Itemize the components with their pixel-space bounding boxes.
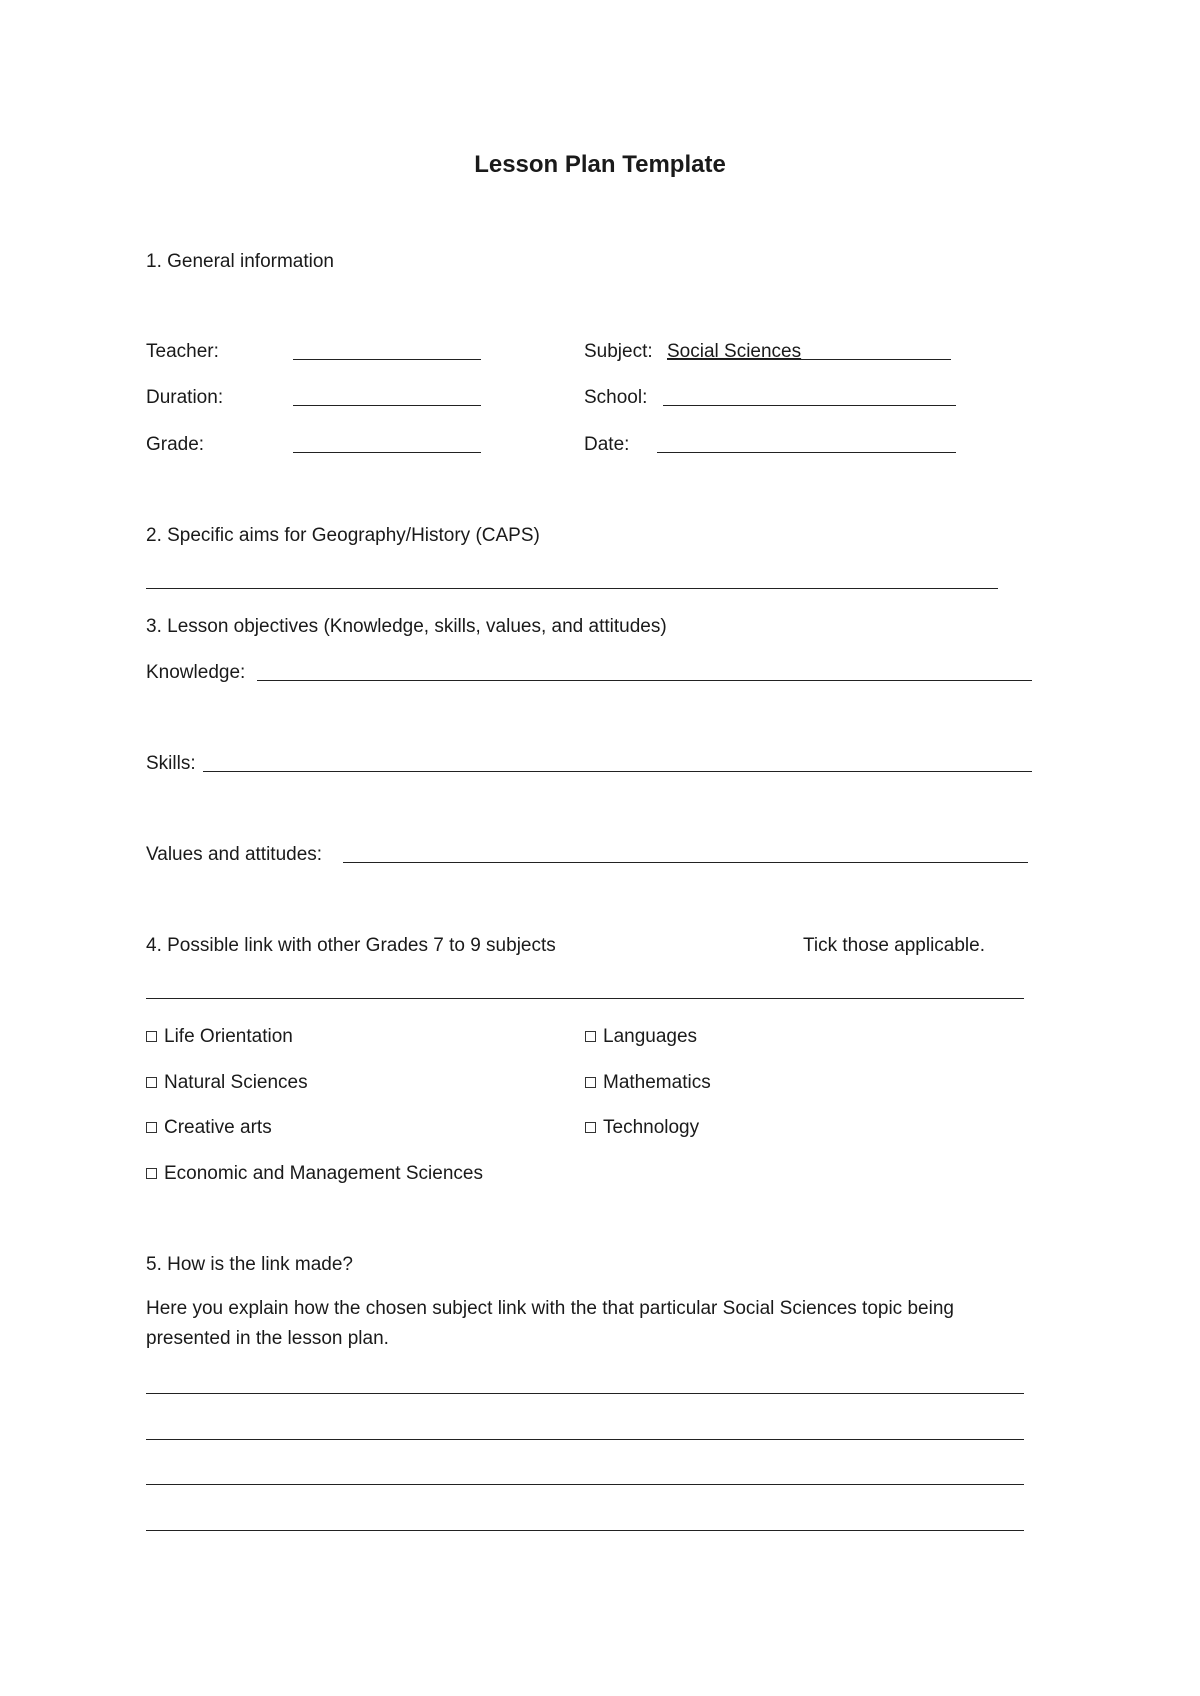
- values-field[interactable]: [343, 862, 1028, 863]
- school-label: School:: [584, 387, 648, 408]
- option-mathematics[interactable]: [585, 1073, 711, 1092]
- duration-label: Duration:: [146, 387, 224, 408]
- knowledge-label: Knowledge:: [146, 662, 246, 683]
- values-label: Values and attitudes:: [146, 844, 323, 865]
- duration-field[interactable]: [293, 405, 481, 406]
- date-label: Date:: [584, 434, 630, 455]
- checkbox-icon[interactable]: [146, 1077, 157, 1088]
- checkbox-icon[interactable]: [146, 1168, 157, 1179]
- option-label: Economic and Management Sciences: [164, 1163, 483, 1184]
- answer-line[interactable]: [146, 1484, 1024, 1485]
- answer-line[interactable]: [146, 1393, 1024, 1394]
- specific-aims-field[interactable]: [146, 588, 998, 589]
- section-2-heading: 2. Specific aims for Geography/History (CAPS): [146, 525, 540, 546]
- knowledge-field[interactable]: [257, 680, 1032, 681]
- checkbox-icon[interactable]: [585, 1077, 596, 1088]
- teacher-label: Teacher:: [146, 341, 219, 362]
- skills-field[interactable]: [203, 771, 1032, 772]
- document-title: Lesson Plan Template: [474, 151, 726, 178]
- subject-label: Subject:: [584, 341, 653, 362]
- checkbox-icon[interactable]: [146, 1122, 157, 1133]
- section-5-instruction: Here you explain how the chosen subject link with the that particular Social Sciences topic being presented in the lesson plan.: [146, 1298, 954, 1349]
- tick-note: Tick those applicable.: [803, 935, 986, 956]
- option-label: Technology: [603, 1117, 700, 1138]
- option-economic-management-sciences[interactable]: [146, 1164, 483, 1183]
- grade-field[interactable]: [293, 452, 481, 453]
- date-field[interactable]: [657, 452, 956, 453]
- teacher-field[interactable]: [293, 359, 481, 360]
- subject-field[interactable]: [667, 359, 951, 360]
- section-1-heading: 1. General information: [146, 251, 334, 272]
- checkbox-icon[interactable]: [146, 1031, 157, 1042]
- option-label: Languages: [603, 1026, 698, 1047]
- option-languages[interactable]: [585, 1027, 697, 1046]
- section-5-heading: 5. How is the link made?: [146, 1254, 353, 1275]
- option-label: Creative arts: [164, 1117, 272, 1138]
- answer-line[interactable]: [146, 1439, 1024, 1440]
- option-label: Mathematics: [603, 1072, 711, 1093]
- section-4-heading: 4. Possible link with other Grades 7 to 9 subjects: [146, 935, 556, 956]
- skills-label: Skills:: [146, 753, 196, 774]
- option-life-orientation[interactable]: [146, 1027, 293, 1046]
- subject-value: Social Sciences: [667, 341, 802, 362]
- school-field[interactable]: [663, 405, 956, 406]
- option-creative-arts[interactable]: [146, 1118, 272, 1137]
- section-4-divider: [146, 998, 1024, 999]
- option-natural-sciences[interactable]: [146, 1073, 308, 1092]
- checkbox-icon[interactable]: [585, 1031, 596, 1042]
- option-label: Life Orientation: [164, 1026, 293, 1047]
- option-label: Natural Sciences: [164, 1072, 308, 1093]
- checkbox-icon[interactable]: [585, 1122, 596, 1133]
- option-technology[interactable]: [585, 1118, 699, 1137]
- section-3-heading: 3. Lesson objectives (Knowledge, skills, values, and attitudes): [146, 616, 667, 637]
- answer-line[interactable]: [146, 1530, 1024, 1531]
- grade-label: Grade:: [146, 434, 205, 455]
